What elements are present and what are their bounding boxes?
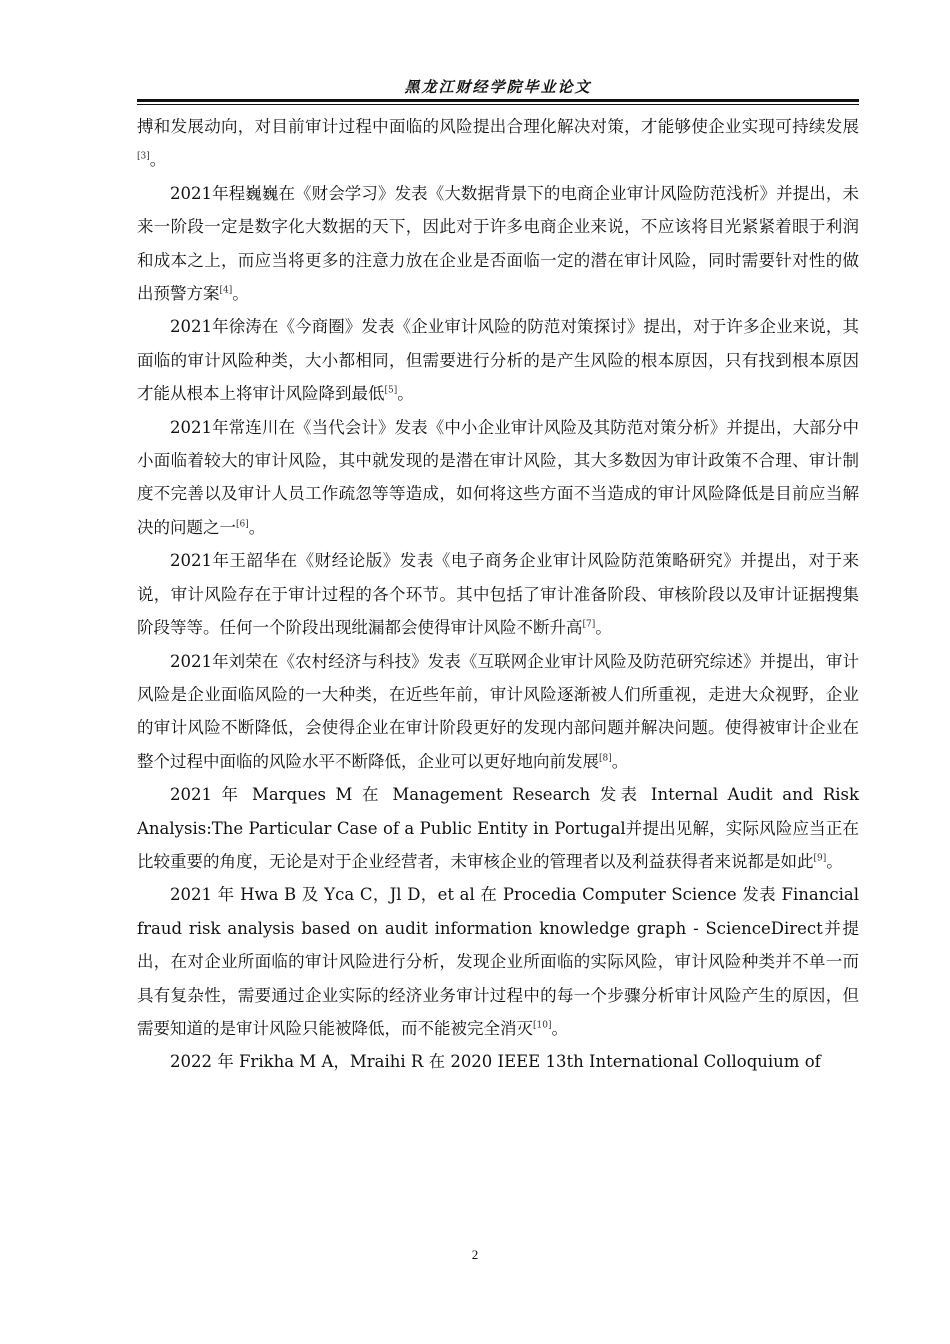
header-rule-thin: [137, 104, 859, 105]
paragraph-tail: 。: [551, 1018, 568, 1038]
paragraph-tail: 。: [397, 384, 414, 404]
page-header-title: 黑龙江财经学院毕业论文: [404, 78, 592, 96]
paragraph: [137, 411, 859, 545]
paragraph-tail: 。: [826, 851, 843, 871]
citation-ref: [8]: [599, 753, 612, 764]
paragraph-text: 2021 年 Hwa B 及 Yca C，Jl D，et al 在 Procedia Computer Science 发表 Financial fraud risk analysis based on audit information knowledge graph - ScienceDirect并提出，在对企业所面临的审计风险进行分析，发现企业所面临的实际风险，审计风险种类并不单一而具有复杂性，需要通过企业实际的经济业务审计过程中的每一个步骤分析审计风险产生的原因，但需要知道的是审计风险只能被降低，而不能被完全消灭: [137, 885, 859, 1038]
paragraph-tail: 。: [149, 150, 167, 170]
paragraph-tail: 。: [232, 284, 249, 304]
paragraph: [137, 544, 859, 644]
paragraph-text: 2021年刘荣在《农村经济与科技》发表《互联网企业审计风险及防范研究综述》并提出，审计风险是企业面临风险的一大种类，在近些年前，审计风险逐渐被人们所重视，走进大众视野，企业的审计风险不断降低，会使得企业在审计阶段更好的发现内部问题并解决问题。使得被审计企业在整个过程中面临的风险水平不断降低，企业可以更好地向前发展: [137, 651, 859, 771]
paragraph-text: 2021年王韶华在《财经论版》发表《电子商务企业审计风险防范策略研究》并提出，对于来说，审计风险存在于审计过程的各个环节。其中包括了审计准备阶段、审核阶段以及审计证据搜集阶段等等。任何一个阶段出现纰漏都会使得审计风险不断升高: [137, 551, 859, 638]
citation-ref: [10]: [533, 1020, 552, 1031]
citation-ref: [7]: [582, 619, 596, 630]
citation-ref: [5]: [384, 385, 398, 396]
citation-ref: [4]: [219, 285, 233, 296]
paragraph: [137, 778, 859, 878]
header-rule-thick: [137, 99, 859, 102]
paragraph: [137, 1045, 859, 1078]
paragraph-tail: 。: [248, 517, 266, 537]
page-number: 2: [471, 1247, 479, 1262]
paragraph-text: 2021 年 Marques M 在 Management Research 发表 Internal Audit and Risk Analysis:The Particular Case of a Public Entity in Portugal并提出见解，实际风险应当正在比较重要的角度，无论是对于企业经营者，未审核企业的管理者以及利益获得者来说都是如此: [137, 785, 859, 871]
paragraph-text: 搏和发展动向，对目前审计过程中面临的风险提出合理化解决对策，才能够使企业实现可持续发展: [137, 117, 859, 136]
paragraph: [137, 110, 859, 177]
citation-ref: [9]: [813, 853, 827, 864]
body-text: [137, 110, 859, 1079]
paragraph: [137, 878, 859, 1045]
citation-ref: [6]: [236, 519, 249, 530]
paragraph-tail: 。: [595, 618, 612, 638]
paragraph: [137, 177, 859, 311]
paragraph-tail: 。: [611, 751, 629, 771]
paragraph-text: 2021年徐涛在《今商圈》发表《企业审计风险的防范对策探讨》提出，对于许多企业来说，其面临的审计风险种类，大小都相同，但需要进行分析的是产生风险的根本原因，只有找到根本原因才能从根本上将审计风险降到最低: [137, 317, 859, 404]
paragraph: [137, 310, 859, 410]
paragraph-text: 2021年常连川在《当代会计》发表《中小企业审计风险及其防范对策分析》并提出，大部分中小面临着较大的审计风险，其中就发现的是潜在审计风险，其大多数因为审计政策不合理、审计制度不完善以及审计人员工作疏忽等等造成，如何将这些方面不当造成的审计风险降低是目前应当解决的问题之一: [137, 417, 859, 537]
paragraph-text: 2021年程巍巍在《财会学习》发表《大数据背景下的电商企业审计风险防范浅析》并提出，未来一阶段一定是数字化大数据的天下，因此对于许多电商企业来说，不应该将目光紧紧着眼于利润和成本之上，而应当将更多的注意力放在企业是否面临一定的潜在审计风险，同时需要针对性的做出预警方案: [137, 183, 859, 304]
paragraph: [137, 645, 859, 779]
citation-ref: [3]: [137, 151, 150, 162]
paragraph-text: 2022 年 Frikha M A，Mraihi R 在 2020 IEEE 13th International Colloquium of: [170, 1052, 821, 1072]
